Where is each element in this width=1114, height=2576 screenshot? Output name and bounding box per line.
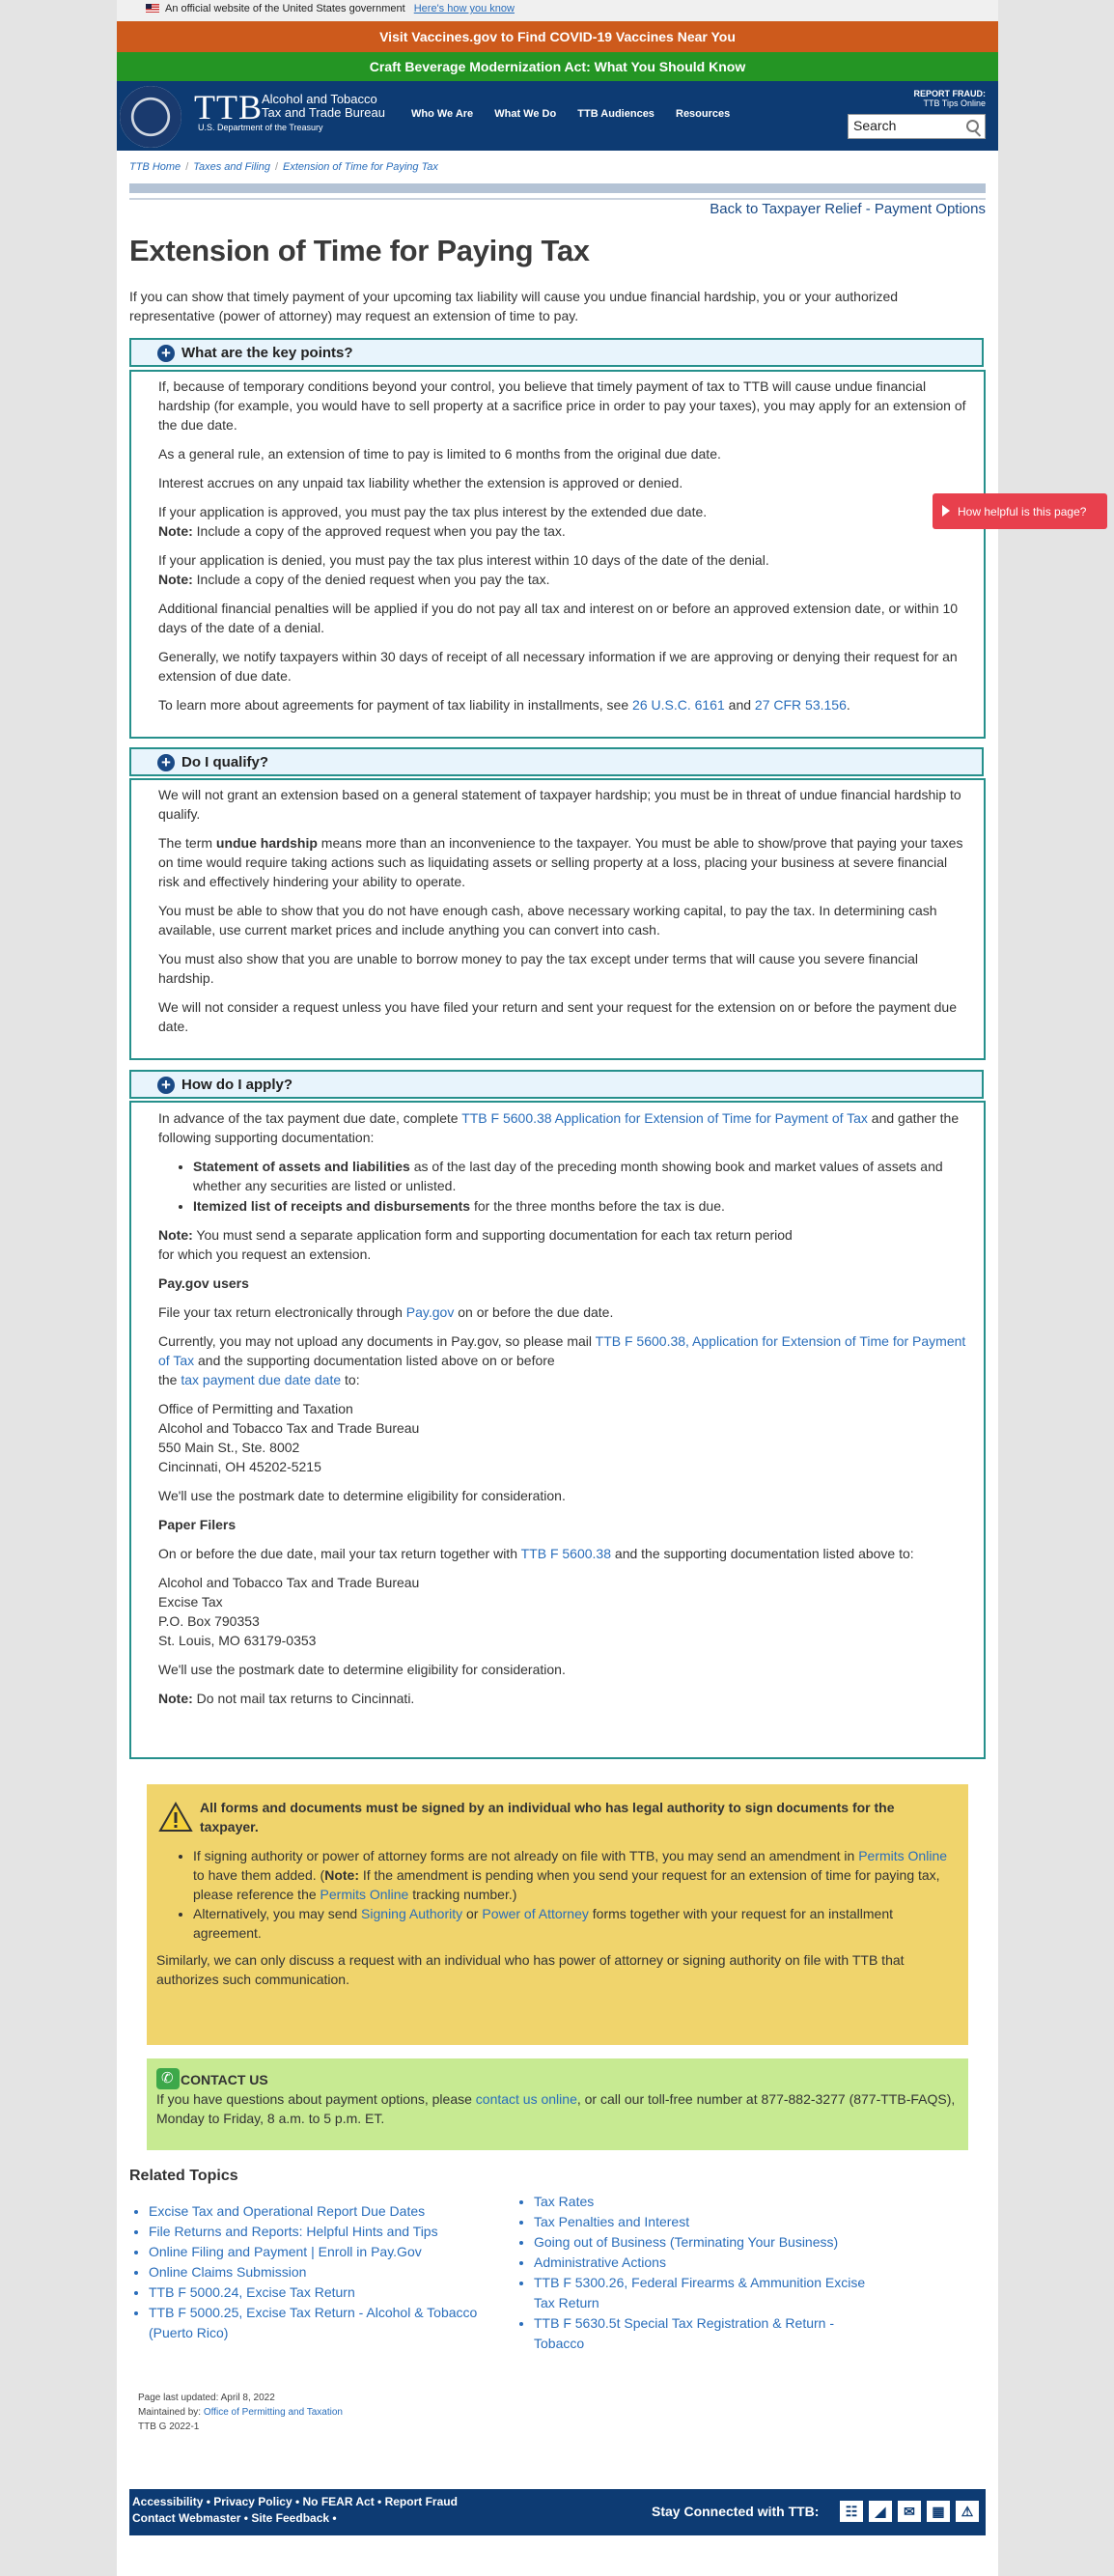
plus-icon[interactable]: + xyxy=(157,1077,175,1094)
divider-line xyxy=(129,198,986,200)
related-link[interactable]: • Online Claims Submission xyxy=(149,2262,500,2282)
related-list-left xyxy=(133,2201,500,2343)
usc-6161-link[interactable]: 26 U.S.C. 6161 xyxy=(632,697,725,713)
back-to-taxpayer-relief-link[interactable]: Back to Taxpayer Relief - Payment Options xyxy=(710,201,986,217)
signing-authority-link[interactable]: Signing Authority xyxy=(361,1906,463,1921)
page-meta: Page last updated: April 8, 2022 Maintained by: Office of Permitting and Taxation TTB G 2022-1 xyxy=(138,2393,343,2432)
related-link[interactable]: • Administrative Actions xyxy=(534,2253,885,2273)
paper-filers-heading: Paper Filers xyxy=(158,1517,237,1532)
treasury-seal-icon[interactable] xyxy=(120,86,181,148)
power-of-attorney-link[interactable]: Power of Attorney xyxy=(482,1906,589,1921)
related-link[interactable]: • TTB F 5000.24, Excise Tax Return xyxy=(149,2282,500,2303)
documentation-list: • Statement of assets and liabilities as of the last day of the preceding month showing book and market values of assets and whether any securities are listed or unlisted. • Itemized list of receipts and disbursements for the three months before the tax is due. xyxy=(193,1157,966,1216)
social-icons xyxy=(840,2501,985,2522)
related-link[interactable]: • Excise Tax and Operational Report Due Dates xyxy=(149,2201,500,2222)
related-link[interactable]: • Online Filing and Payment | Enroll in Pay.Gov xyxy=(149,2242,500,2262)
us-flag-icon xyxy=(146,4,159,13)
related-topics-heading: Related Topics xyxy=(129,2168,238,2184)
related-link[interactable]: • TTB F 5000.25, Excise Tax Return - Alcohol & Tobacco (Puerto Rico) xyxy=(149,2303,500,2343)
play-icon xyxy=(942,505,950,517)
permits-online-link-2[interactable]: Permits Online xyxy=(320,1887,409,1902)
breadcrumb-home[interactable]: TTB Home xyxy=(129,161,181,173)
ttb-f-5600-38-link[interactable]: TTB F 5600.38 Application for Extension of Time for Payment of Tax xyxy=(461,1110,868,1126)
breadcrumb-current[interactable]: Extension of Time for Paying Tax xyxy=(283,161,438,173)
tax-payment-due-date-link[interactable]: tax payment due date date xyxy=(181,1372,342,1387)
permits-online-link[interactable]: Permits Online xyxy=(858,1848,948,1863)
gov-banner: An official website of the United States government Here's how you know xyxy=(117,0,998,21)
site-header xyxy=(117,81,998,151)
related-link[interactable]: • TTB F 5300.26, Federal Firearms & Ammunition Excise Tax Return xyxy=(534,2273,885,2313)
page xyxy=(117,0,998,2576)
plus-icon[interactable]: + xyxy=(157,345,175,362)
related-link[interactable]: • Tax Rates xyxy=(534,2192,885,2212)
page-title: Extension of Time for Paying Tax xyxy=(129,234,590,267)
accordion-qualify[interactable]: + Do I qualify? xyxy=(129,747,984,776)
plus-icon[interactable]: + xyxy=(157,754,175,771)
calendar-icon[interactable]: ▦ xyxy=(927,2501,950,2522)
divider-bar xyxy=(129,183,986,193)
related-link[interactable]: • Tax Penalties and Interest xyxy=(534,2212,885,2232)
ttb-f-5600-38-link-3[interactable]: TTB F 5600.38 xyxy=(520,1546,612,1561)
site-footer: Accessibility • Privacy Policy • No FEAR Act • Report Fraud Contact Webmaster • Site Feedback • Stay Connected with TTB: ☷ ◢ ✉ ▦ ⚠ xyxy=(129,2489,986,2535)
logo-abbr[interactable]: TTB xyxy=(194,88,263,126)
craft-alert-link[interactable]: Craft Beverage Modernization Act: What You Should Know xyxy=(117,52,998,81)
top-nav xyxy=(411,108,748,120)
heres-how-link[interactable]: Here's how you know xyxy=(413,3,515,14)
warning-icon xyxy=(158,1802,193,1833)
related-list-right xyxy=(518,2192,885,2354)
intro-text: If you can show that timely payment of your upcoming tax liability will cause you undue financial hardship, you or your authorized representative (power of attorney) may request an extension of time to pay. xyxy=(129,289,899,323)
rss-icon[interactable]: ◢ xyxy=(869,2501,892,2522)
related-link[interactable]: • TTB F 5630.5t Special Tax Registration & Return - Tobacco xyxy=(534,2313,885,2354)
vaccines-alert-link[interactable]: Visit Vaccines.gov to Find COVID-19 Vaccines Near You xyxy=(117,21,998,52)
alert-icon[interactable]: ⚠ xyxy=(956,2501,979,2522)
contact-us-box: ✆CONTACT US If you have questions about payment options, please contact us online, or call our toll-free number at 877-882-3277 (877-TTB-FAQS), Monday to Friday, 8 a.m. to 5 p.m. ET. xyxy=(147,2058,968,2150)
cfr-53-156-link[interactable]: 27 CFR 53.156 xyxy=(754,697,847,713)
footer-links-2[interactable]: Contact Webmaster • Site Feedback • xyxy=(132,2511,337,2525)
signing-warning-box: All forms and documents must be signed by an individual who has legal authority to sign documents for the taxpayer. • If signing authority or power of attorney forms are not already on file with TTB, you may send an amendment in Permits Online to have them added. (Note: If the amendment is pending when you send your request for an extension of time for paying tax, please reference the Permits Online tracking number.) • Alternatively, you may send Signing Authority or Power of Attorney forms together with your request for an installment agreement. Similarly, we can only discuss a request with an individual who has power of attorney or signing authority on file with TTB that authorizes such communication. xyxy=(147,1784,968,2045)
qualify-content: We will not grant an extension based on a general statement of taxpayer hardship; you must be in threat of undue financial hardship to qualify. The term undue hardship means more than an inconvenience to the taxpayer. You must be able to show/prove that paying your taxes on time would require taking actions such as liquidating assets or selling property at a loss, placing your business at severe financial risk and effectively hindering your ability to operate. You must be able to show that you do not have enough cash, above necessary working capital, to pay the tax. In determining cash available, use current market prices and include anything you can convert into cash. You must also show that you are unable to borrow money to pay the tax except under terms that will cause you severe financial hardship. We will not consider a request unless you have filed your return and sent your request for the extension on or before the payment due date. xyxy=(129,778,986,1060)
contact-us-online-link[interactable]: contact us online xyxy=(475,2091,577,2107)
paygov-heading: Pay.gov users xyxy=(158,1275,249,1291)
apply-content: In advance of the tax payment due date, complete TTB F 5600.38 Application for Extension of Time for Payment of Tax and gather the following supporting documentation: • Statement of assets and liabilities as of the last day of the preceding month showing book and market values of assets and whether any securities are listed or unlisted. • Itemized list of receipts and disbursements for the three months before the tax is due. Note: You must send a separate application form and supporting documentation for each tax return period for which you request an extension. Pay.gov users File your tax return electronically through Pay.gov on or before the due date. Currently, you may not upload any documents in Pay.gov, so please mail TTB F 5600.38, Application for Extension of Time for Payment of Tax and the supporting documentation listed above on or before the tax payment due date date to: Office of Permitting and Taxation Alcohol and Tobacco Tax and Trade Bureau 550 Main St., Ste. 8002 Cincinnati, OH 45202-5215 We'll use the postmark date to determine eligibility for consideration. Paper Filers On or before the due date, mail your tax return together with TTB F 5600.38 and the supporting documentation listed above to: Alcohol and Tobacco Tax and Trade Bureau Excise Tax P.O. Box 790353 St. Louis, MO 63179-0353 We'll use the postmark date to determine eligibility for consideration. Note: Do not mail tax returns to Cincinnati. xyxy=(129,1101,986,1759)
nav-resources[interactable]: Resources xyxy=(676,108,731,120)
related-link[interactable]: • File Returns and Reports: Helpful Hints and Tips xyxy=(149,2222,500,2242)
logo-subtitle: U.S. Department of the Treasury xyxy=(198,123,323,132)
breadcrumb-taxes[interactable]: Taxes and Filing xyxy=(193,161,270,173)
phone-icon xyxy=(156,2068,180,2089)
st-louis-address: Alcohol and Tobacco Tax and Trade Bureau Excise Tax P.O. Box 790353 St. Louis, MO 63179-0353 xyxy=(158,1575,420,1648)
search-input[interactable]: Search xyxy=(848,114,986,139)
breadcrumb: TTB Home / Taxes and Filing / Extension of Time for Paying Tax xyxy=(129,161,438,173)
nav-what-we-do[interactable]: What We Do xyxy=(494,108,557,120)
footer-links[interactable]: Accessibility • Privacy Policy • No FEAR Act • Report Fraud xyxy=(132,2495,458,2508)
report-fraud[interactable]: REPORT FRAUD: TTB Tips Online xyxy=(913,89,986,108)
how-helpful-button[interactable]: How helpful is this page? xyxy=(933,493,1107,529)
accordion-apply[interactable]: + How do I apply? xyxy=(129,1070,984,1099)
office-of-permitting-link[interactable]: Office of Permitting and Taxation xyxy=(203,2407,343,2418)
accordion-key-points[interactable]: + What are the key points? xyxy=(129,338,984,367)
email-icon[interactable]: ✉ xyxy=(898,2501,921,2522)
nav-who-we-are[interactable]: Who We Are xyxy=(411,108,474,120)
key-points-content: If, because of temporary conditions beyond your control, you believe that timely payment of tax to TTB will cause undue financial hardship (for example, you would have to sell property at a sacrifice price in order to pay your taxes), you may apply for an extension of the due date. As a general rule, an extension of time to pay is limited to 6 months from the original due date. Interest accrues on any unpaid tax liability whether the extension is approved or denied. If your application is approved, you must pay the tax plus interest by the extended due date. Note: Include a copy of the approved request when you pay the tax. If your application is denied, you must pay the tax plus interest within 10 days of the date of the denial. Note: Include a copy of the denied request when you pay the tax. Additional financial penalties will be applied if you do not pay all tax and interest on or before an approved extension date, or within 10 days of the date of a denial. Generally, we notify taxpayers within 30 days of receipt of all necessary information if we are approving or denying their request for an extension of due date. To learn more about agreements for payment of tax liability in installments, see 26 U.S.C. 6161 and 27 CFR 53.156. xyxy=(129,370,986,739)
ttb-f-5600-38-link-2[interactable]: TTB F 5600.38, Application for Extension of Time for Payment of Tax xyxy=(158,1333,966,1368)
cincinnati-address: Office of Permitting and Taxation Alcohol and Tobacco Tax and Trade Bureau 550 Main St., Ste. 8002 Cincinnati, OH 45202-5215 xyxy=(158,1401,420,1474)
paygov-link[interactable]: Pay.gov xyxy=(405,1304,455,1320)
related-link[interactable]: • Going out of Business (Terminating Your Business) xyxy=(534,2232,885,2253)
logo-name[interactable]: Alcohol and Tobacco Tax and Trade Bureau xyxy=(262,92,385,120)
nav-ttb-audiences[interactable]: TTB Audiences xyxy=(577,108,654,120)
newsletter-icon[interactable]: ☷ xyxy=(840,2501,863,2522)
search-icon[interactable] xyxy=(966,120,979,132)
